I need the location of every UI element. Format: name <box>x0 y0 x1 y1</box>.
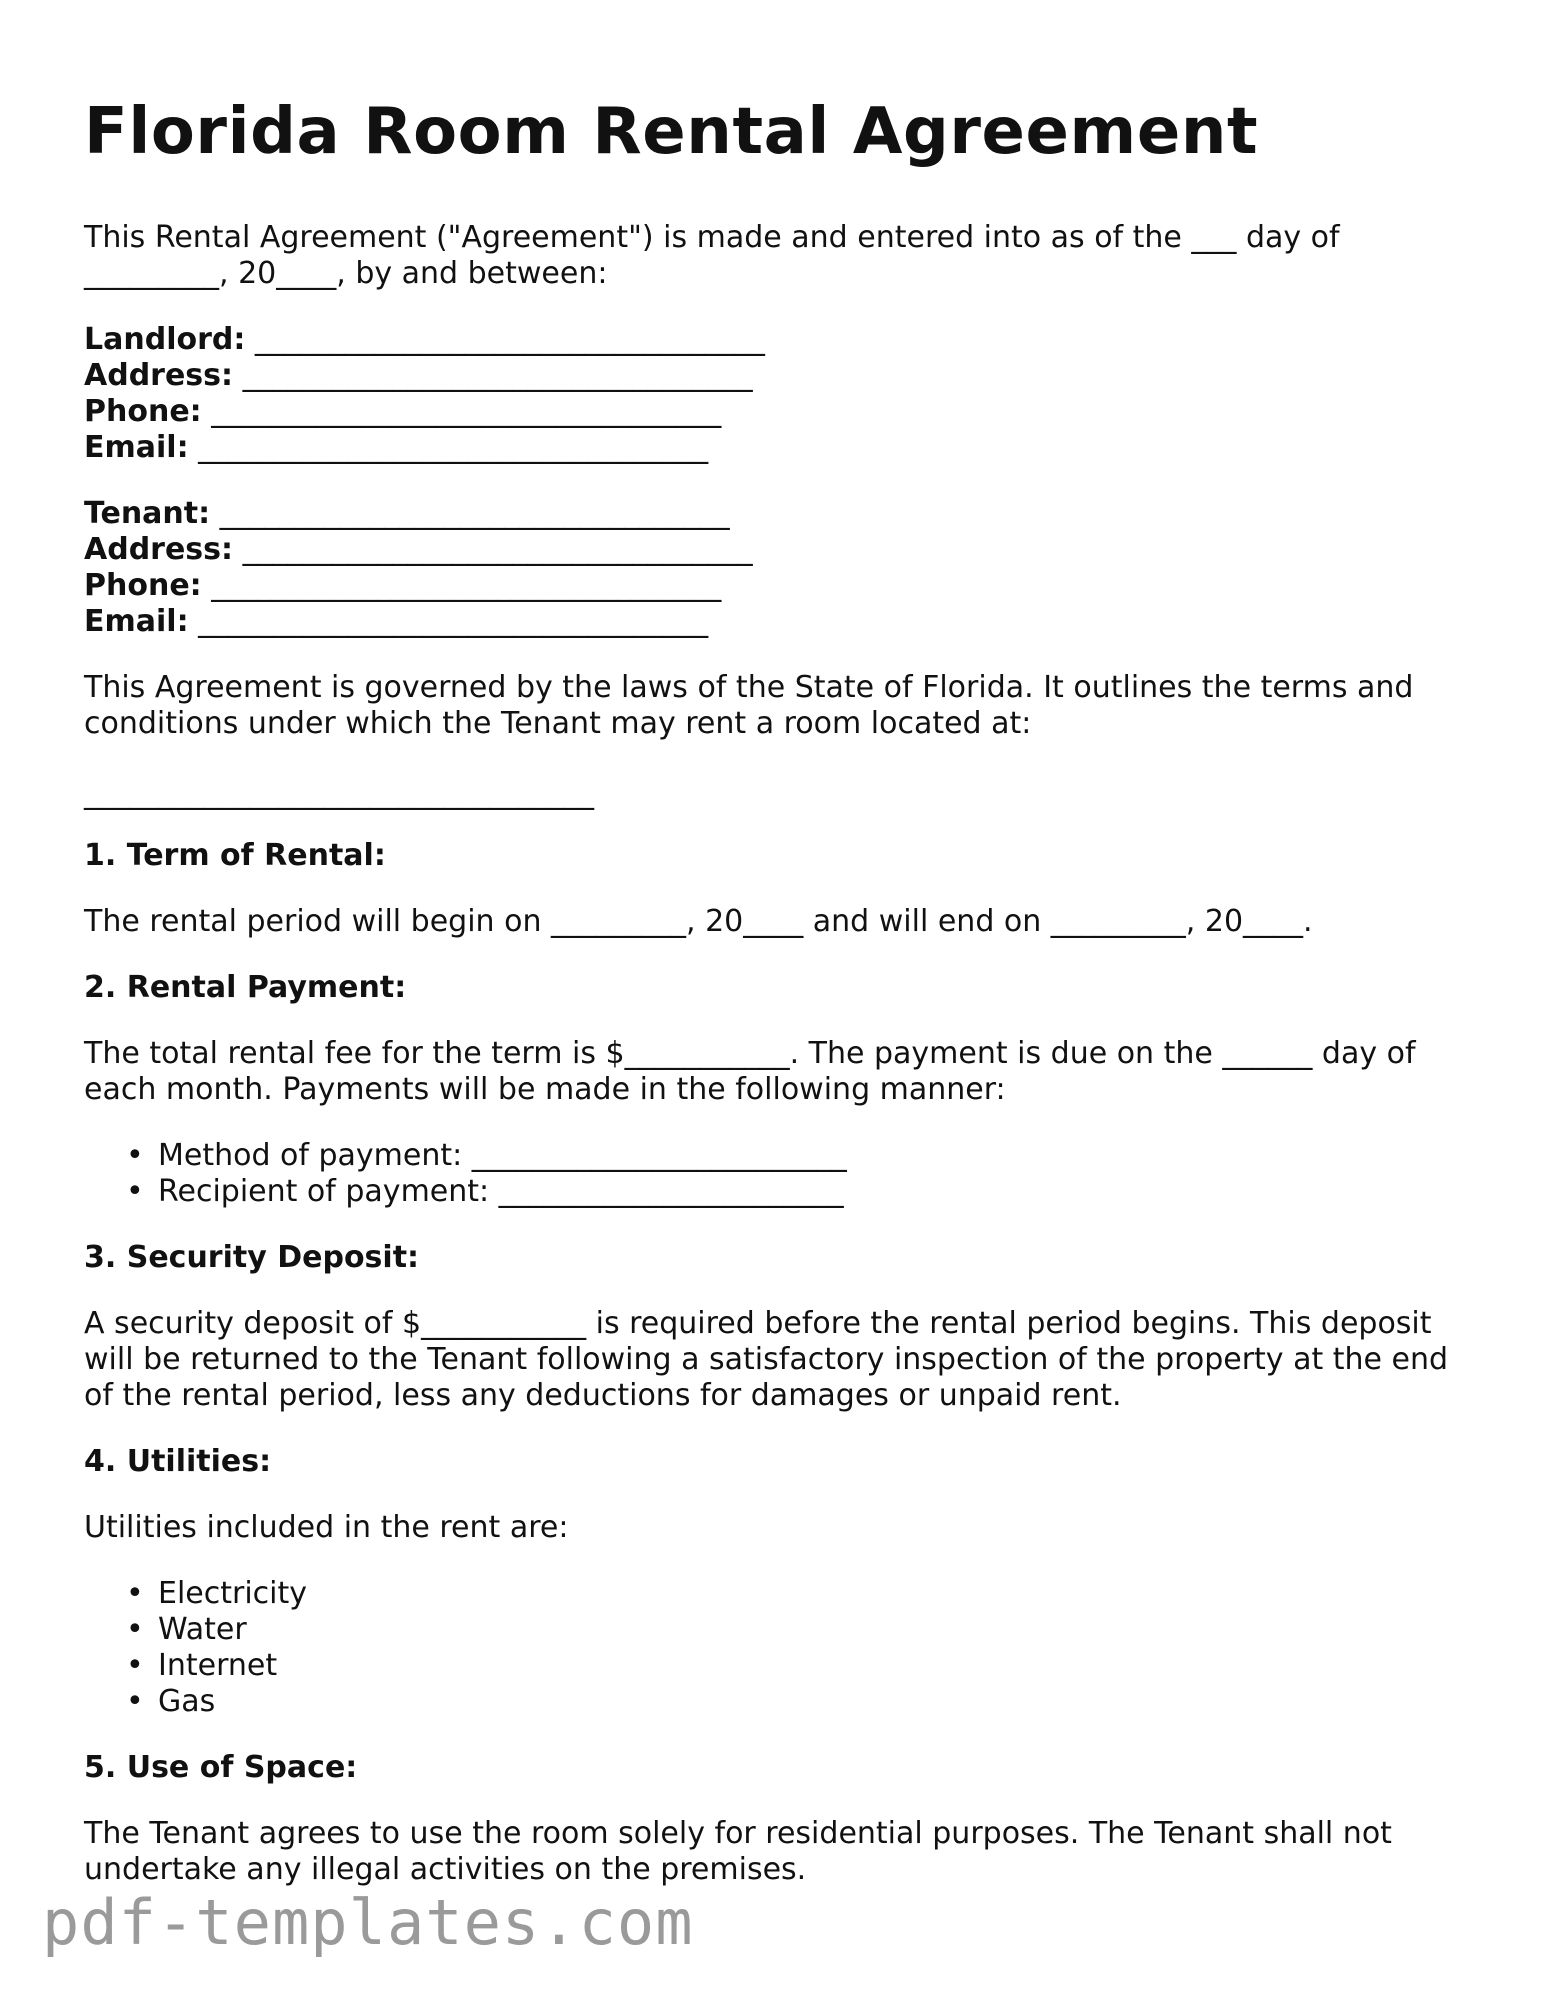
term-heading: 1. Term of Rental: <box>84 838 386 873</box>
landlord-email-field[interactable] <box>84 430 708 466</box>
list-item: • Internet <box>158 1648 307 1684</box>
utilities-list <box>84 1576 307 1720</box>
list-item: • Water <box>158 1612 307 1648</box>
list-item: • Electricity <box>158 1576 307 1612</box>
governing-line-1: This Agreement is governed by the laws of the State of Florida. It outlines the terms and <box>84 670 1414 705</box>
payment-recipient-item[interactable]: • Recipient of payment: _______________________ <box>158 1174 847 1210</box>
tenant-phone-blank[interactable]: __________________________________ <box>211 568 722 603</box>
utilities-heading: 4. Utilities: <box>84 1444 272 1479</box>
intro-line-2: _________, 20____, by and between: <box>84 256 608 291</box>
payment-heading: 2. Rental Payment: <box>84 970 407 1005</box>
use-heading: 5. Use of Space: <box>84 1750 358 1785</box>
term-text: The rental period will begin on _________, 20____ and will end on _________, 20____. <box>84 904 1313 939</box>
use-text-line-2: undertake any illegal activities on the premises. <box>84 1852 807 1887</box>
tenant-email-blank[interactable]: __________________________________ <box>198 604 709 639</box>
tenant-phone-label: Phone: <box>84 568 202 603</box>
payment-method-item[interactable]: • Method of payment: _________________________ <box>158 1138 847 1174</box>
document-title: Florida Room Rental Agreement <box>84 95 1259 169</box>
list-item: • Gas <box>158 1684 307 1720</box>
location-blank[interactable]: __________________________________ <box>84 776 594 811</box>
intro-line-1: This Rental Agreement ("Agreement") is made and entered into as of the ___ day of <box>84 220 1340 255</box>
payment-text-line-2: each month. Payments will be made in the following manner: <box>84 1072 1006 1107</box>
landlord-phone-blank[interactable]: __________________________________ <box>211 394 722 429</box>
tenant-name-label: Tenant: <box>84 496 211 531</box>
use-text-line-1: The Tenant agrees to use the room solely for residential purposes. The Tenant shall not <box>84 1816 1392 1851</box>
landlord-phone-field[interactable] <box>84 394 721 430</box>
utilities-text: Utilities included in the rent are: <box>84 1510 569 1545</box>
deposit-heading: 3. Security Deposit: <box>84 1240 420 1275</box>
tenant-address-label: Address: <box>84 532 234 567</box>
landlord-email-label: Email: <box>84 430 189 465</box>
landlord-name-field[interactable] <box>84 322 765 358</box>
deposit-text-line-3: of the rental period, less any deductions for damages or unpaid rent. <box>84 1378 1122 1413</box>
landlord-address-label: Address: <box>84 358 234 393</box>
payment-text-line-1: The total rental fee for the term is $___________. The payment is due on the ______ day of <box>84 1036 1416 1071</box>
tenant-phone-field[interactable] <box>84 568 721 604</box>
watermark: pdf-templates.com <box>42 1886 694 1959</box>
tenant-email-field[interactable] <box>84 604 708 640</box>
tenant-email-label: Email: <box>84 604 189 639</box>
landlord-name-blank[interactable]: __________________________________ <box>254 322 765 357</box>
tenant-name-blank[interactable]: __________________________________ <box>219 496 730 531</box>
tenant-name-field[interactable] <box>84 496 730 532</box>
landlord-name-label: Landlord: <box>84 322 246 357</box>
deposit-text-line-1: A security deposit of $___________ is required before the rental period begins. This deposit <box>84 1306 1432 1341</box>
landlord-phone-label: Phone: <box>84 394 202 429</box>
governing-line-2: conditions under which the Tenant may rent a room located at: <box>84 706 1032 741</box>
tenant-address-field[interactable] <box>84 532 753 568</box>
tenant-address-blank[interactable]: __________________________________ <box>242 532 753 567</box>
deposit-text-line-2: will be returned to the Tenant following a satisfactory inspection of the property at the end <box>84 1342 1449 1377</box>
landlord-address-field[interactable] <box>84 358 753 394</box>
payment-list <box>84 1138 847 1210</box>
landlord-address-blank[interactable]: __________________________________ <box>242 358 753 393</box>
landlord-email-blank[interactable]: __________________________________ <box>198 430 709 465</box>
